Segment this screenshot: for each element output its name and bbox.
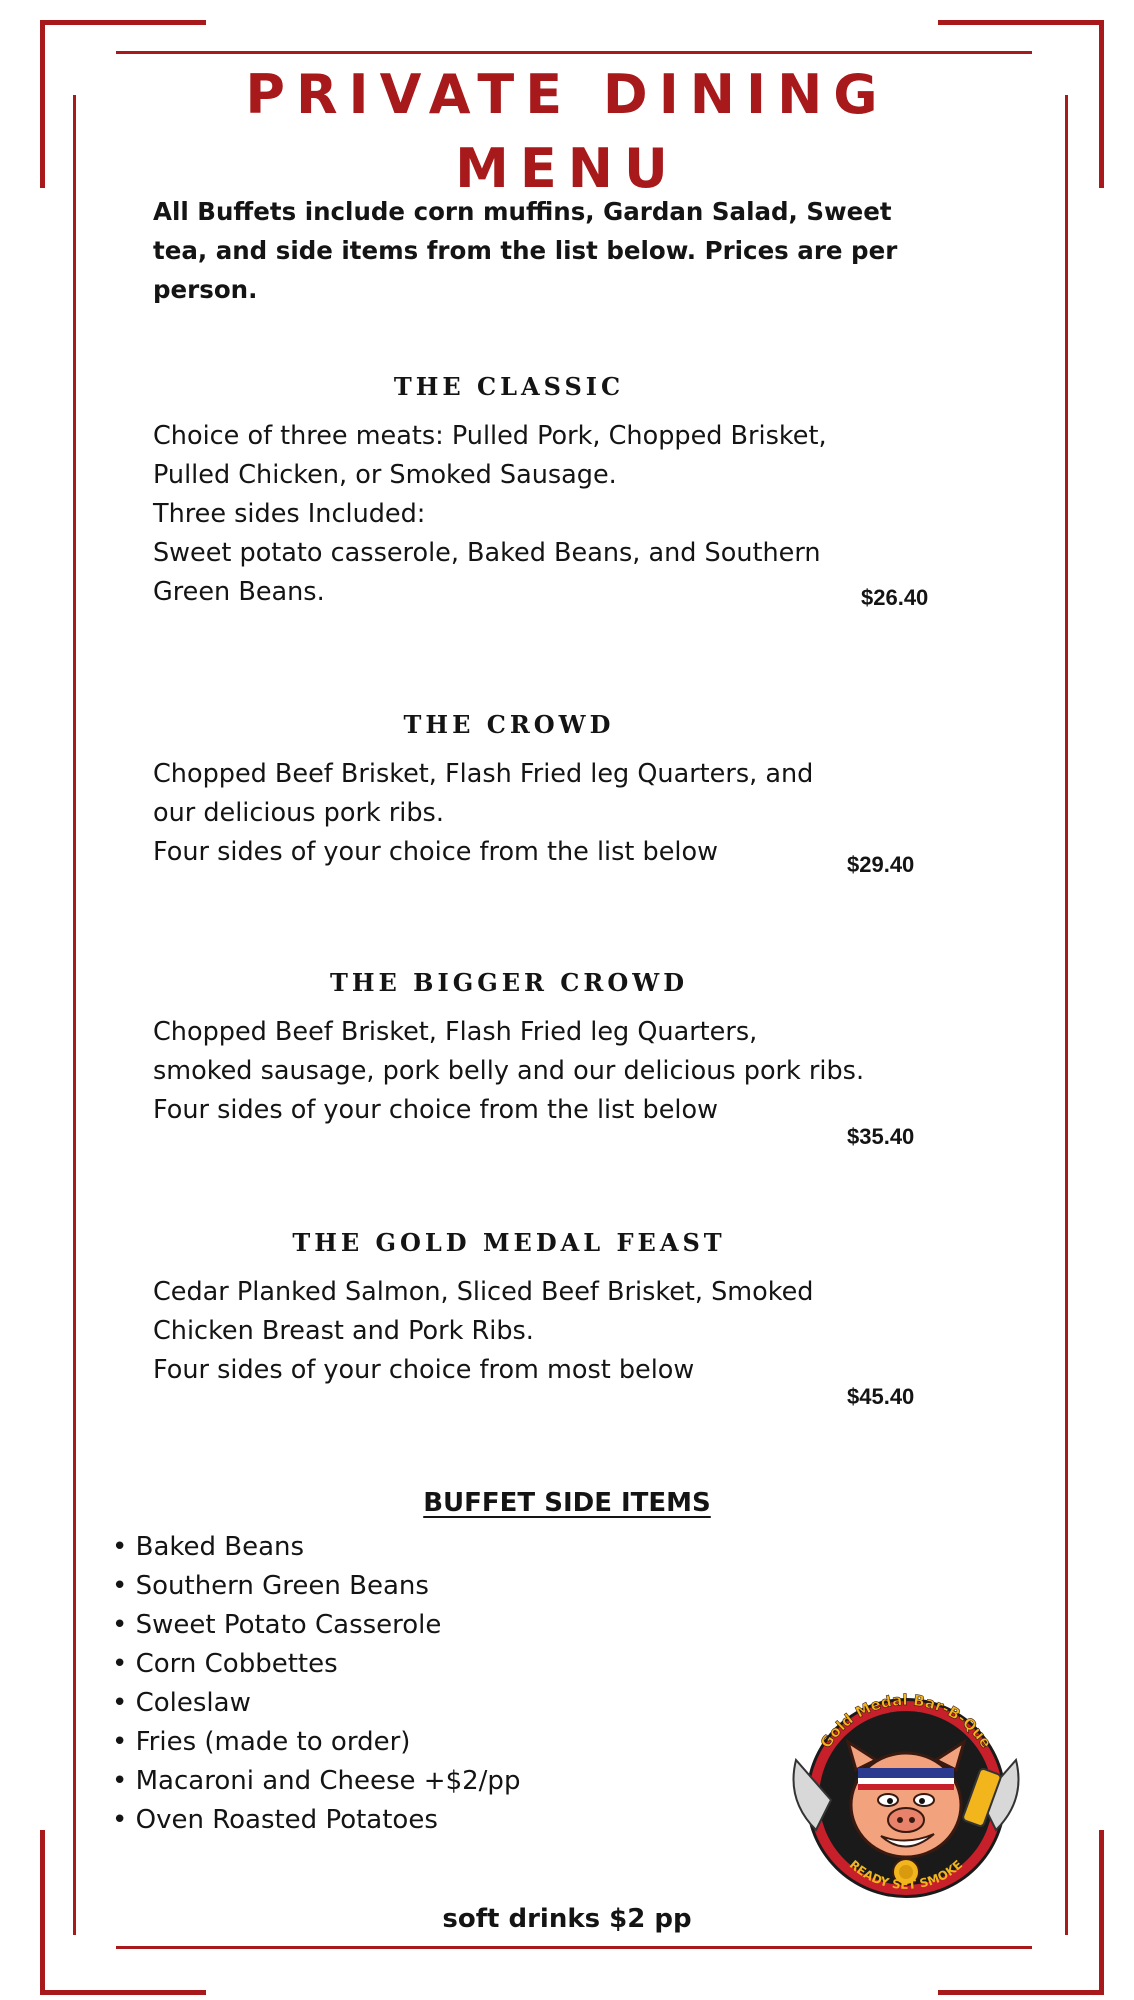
title-line-1: PRIVATE DINING xyxy=(245,63,889,126)
description-line: Chopped Beef Brisket, Flash Fried leg Quarters, xyxy=(153,1017,758,1047)
title-line-2: MENU xyxy=(455,137,679,200)
section-description xyxy=(153,755,943,877)
description-line: Chicken Breast and Pork Ribs. xyxy=(153,1316,534,1346)
intro-line: person. xyxy=(153,275,258,304)
description-line: Cedar Planked Salmon, Sliced Beef Brisket, Smoked xyxy=(153,1277,814,1307)
section-the-gold-medal-feast xyxy=(153,1228,953,1409)
section-description xyxy=(153,417,943,612)
description-line: smoked sausage, pork belly and our delicious pork ribs. xyxy=(153,1056,865,1086)
section-description xyxy=(153,1013,943,1149)
description-line: Three sides Included: xyxy=(153,499,426,529)
soft-drinks-note: soft drinks $2 pp xyxy=(442,1904,692,1934)
description-line: Chopped Beef Brisket, Flash Fried leg Quarters, and xyxy=(153,759,814,789)
section-description xyxy=(153,1273,943,1409)
list-item: • Corn Cobbettes xyxy=(112,1645,520,1684)
section-title: THE CROWD xyxy=(403,710,615,739)
list-item: • Macaroni and Cheese +$2/pp xyxy=(112,1762,520,1801)
description-line: Choice of three meats: Pulled Pork, Chopped Brisket, xyxy=(153,421,827,451)
intro-text xyxy=(153,192,943,309)
description-line: our delicious pork ribs. xyxy=(153,798,444,828)
section-the-bigger-crowd xyxy=(153,968,953,1149)
list-item: • Baked Beans xyxy=(112,1528,520,1567)
bbq-pig-logo-icon xyxy=(776,1680,1036,1910)
logo-top-text: Gold Medal Bar-B-Que xyxy=(816,1690,996,1752)
page-title xyxy=(0,58,1134,206)
section-title: THE BIGGER CROWD xyxy=(330,968,688,997)
list-item: • Fries (made to order) xyxy=(112,1723,520,1762)
list-item: • Southern Green Beans xyxy=(112,1567,520,1606)
description-line: Green Beans. xyxy=(153,577,325,607)
description-line: Pulled Chicken, or Smoked Sausage. xyxy=(153,460,617,490)
section-price: $35.40 xyxy=(847,1124,915,1149)
description-line: Four sides of your choice from the list below xyxy=(153,1095,718,1125)
section-the-classic xyxy=(153,372,953,612)
section-price: $26.40 xyxy=(861,585,929,610)
list-item: • Coleslaw xyxy=(112,1684,520,1723)
sides-title: BUFFET SIDE ITEMS xyxy=(423,1488,711,1518)
description-line: Four sides of your choice from most below xyxy=(153,1355,695,1385)
section-title: THE CLASSIC xyxy=(393,372,625,401)
description-line: Four sides of your choice from the list below xyxy=(153,837,718,867)
sides-list xyxy=(112,1528,520,1840)
section-price: $45.40 xyxy=(847,1384,915,1409)
description-line: Sweet potato casserole, Baked Beans, and Southern xyxy=(153,538,821,568)
intro-line: All Buffets include corn muffins, Gardan Salad, Sweet xyxy=(153,197,892,226)
list-item: • Oven Roasted Potatoes xyxy=(112,1801,520,1840)
section-title: THE GOLD MEDAL FEAST xyxy=(292,1228,726,1257)
intro-line: tea, and side items from the list below. Prices are per xyxy=(153,236,898,265)
logo-bottom-text: READY SET SMOKE xyxy=(846,1857,966,1892)
section-the-crowd xyxy=(153,710,953,877)
list-item: • Sweet Potato Casserole xyxy=(112,1606,520,1645)
section-price: $29.40 xyxy=(847,852,915,877)
